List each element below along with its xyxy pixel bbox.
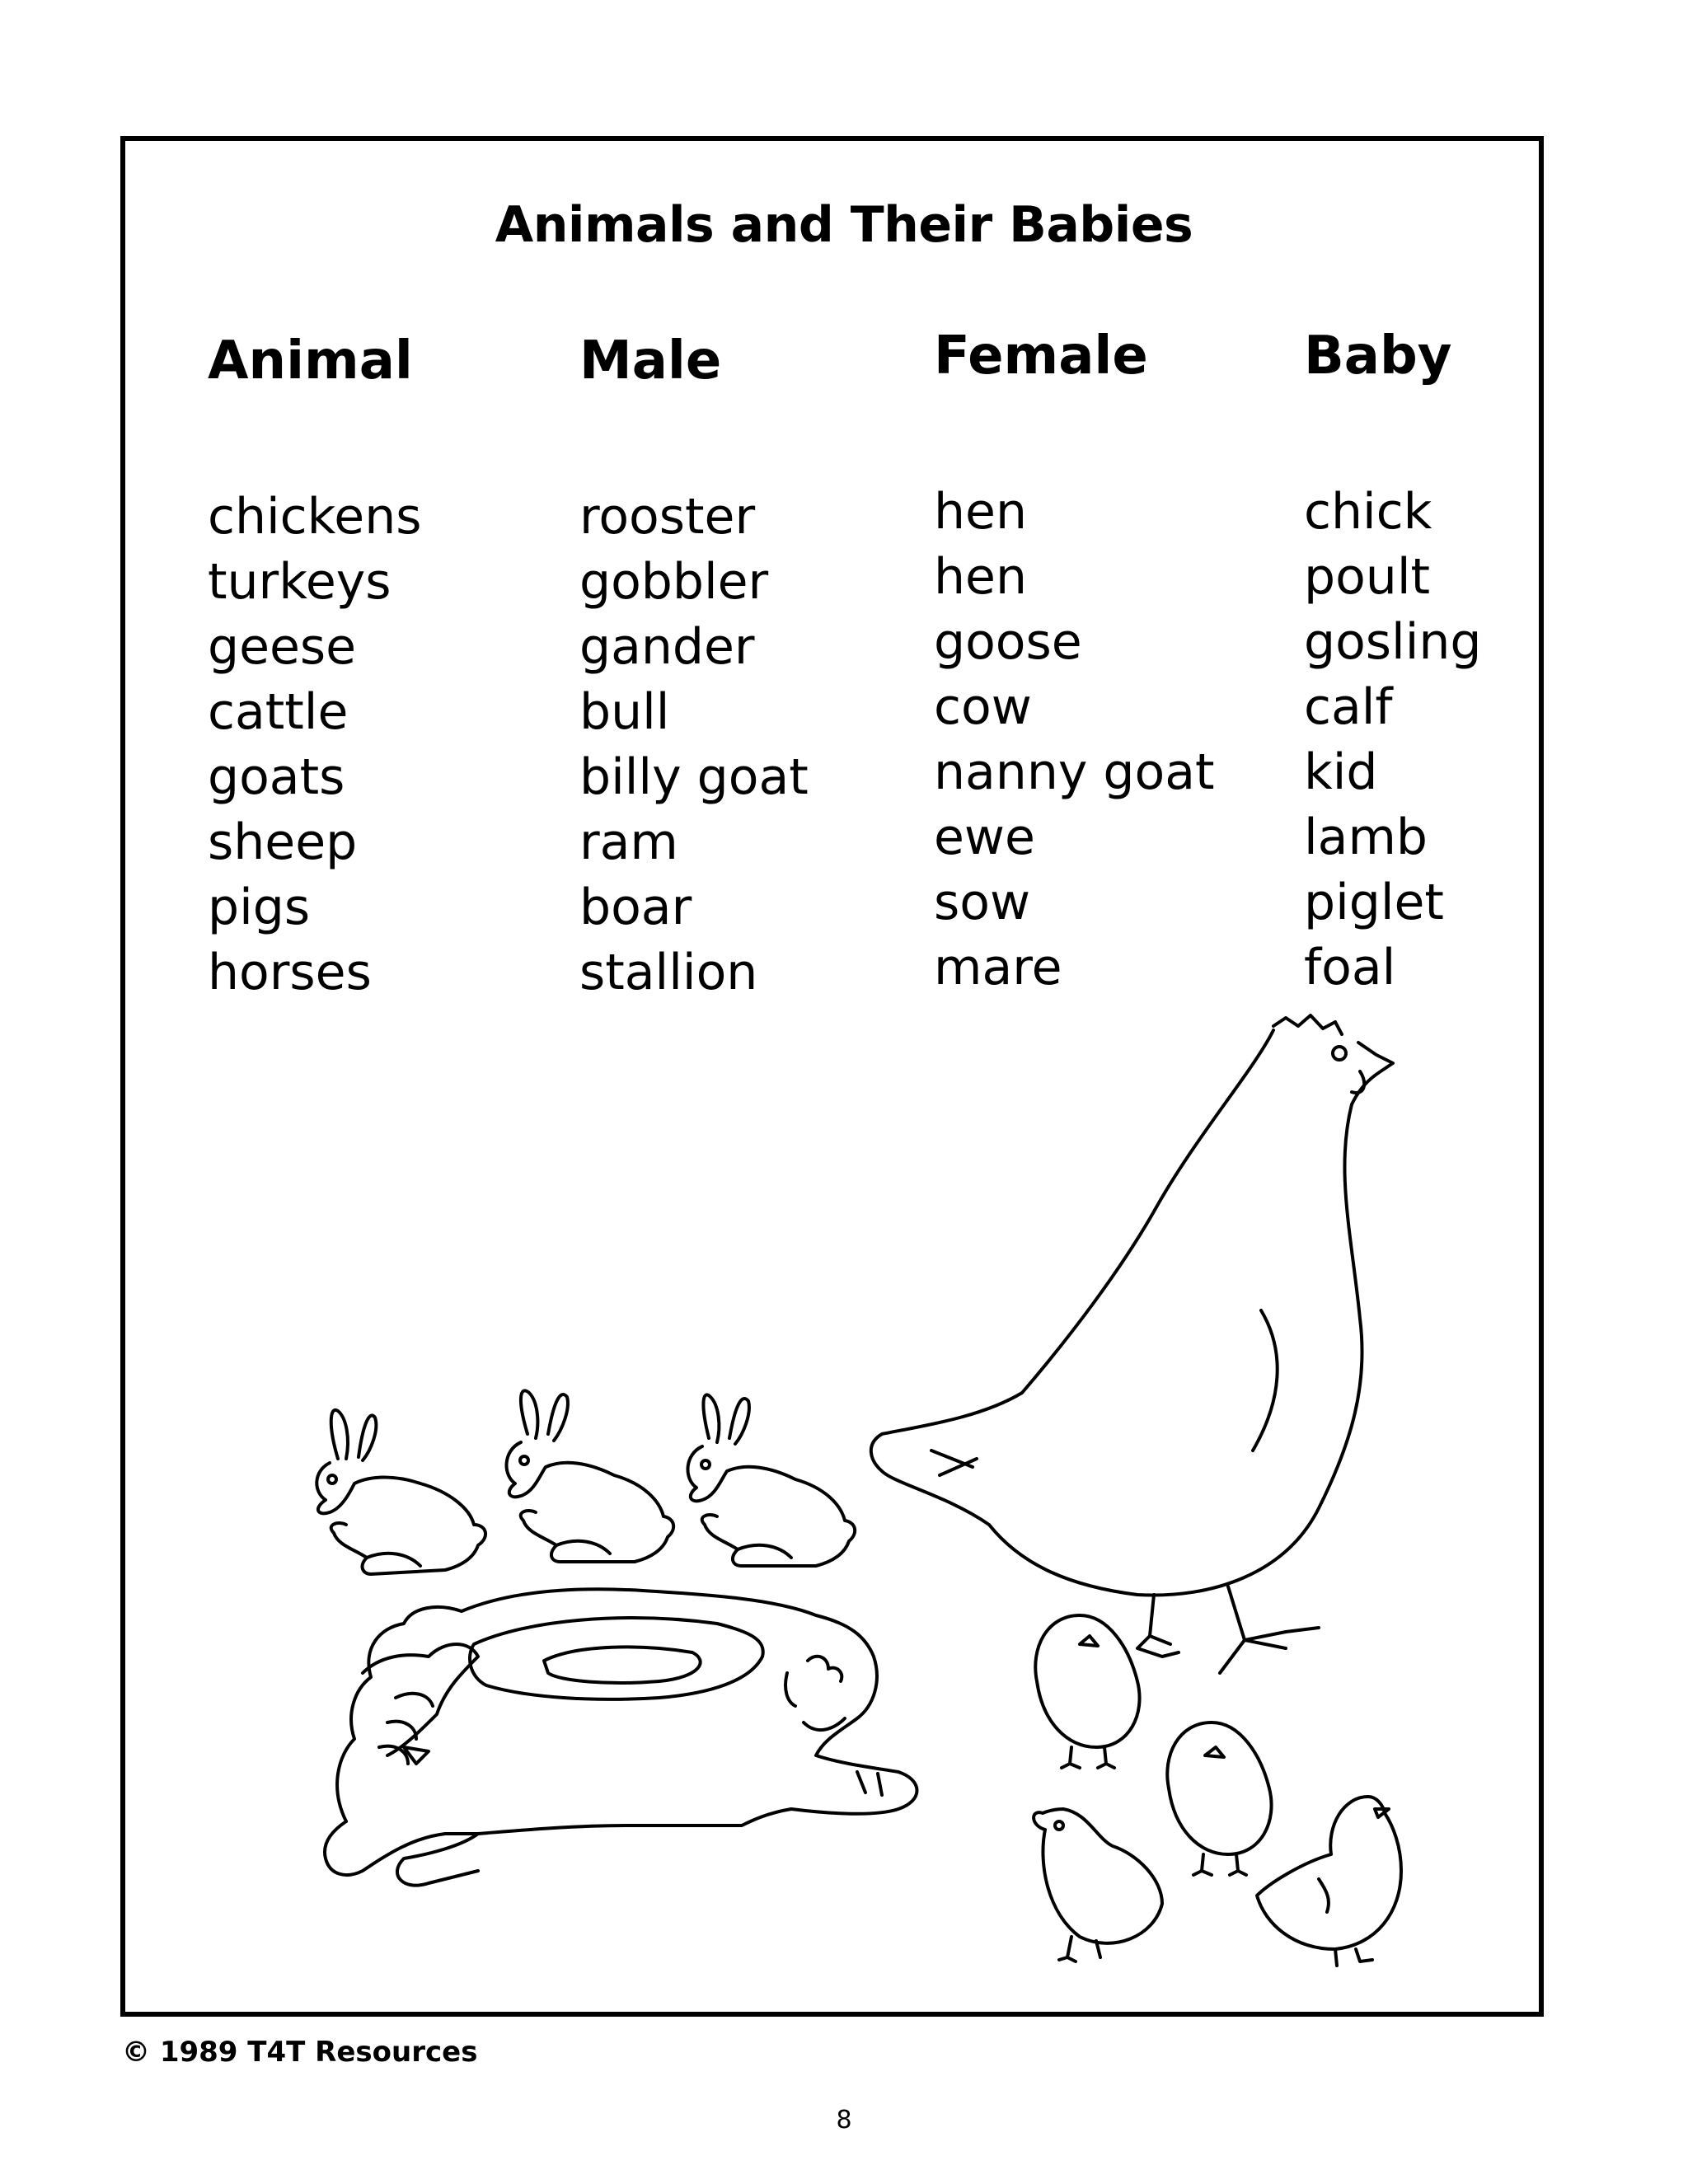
column-header-male: Male <box>579 330 722 391</box>
list-item: geese <box>208 618 357 676</box>
list-item: hen <box>934 483 1027 541</box>
column-header-baby: Baby <box>1304 326 1452 387</box>
list-item: mare <box>934 939 1062 996</box>
list-item: sheep <box>208 813 358 871</box>
page-title: Animals and Their Babies <box>495 196 1193 254</box>
list-item: cow <box>934 678 1032 736</box>
list-item: ram <box>579 813 678 871</box>
list-item: hen <box>934 548 1027 606</box>
list-item: sow <box>934 874 1031 931</box>
copyright-notice: © 1989 T4T Resources <box>122 2036 478 2069</box>
list-item: lamb <box>1304 808 1428 866</box>
bunny-icon <box>316 1410 485 1574</box>
chick-icon <box>1167 1722 1271 1875</box>
list-item: rooster <box>579 488 756 546</box>
chick-icon <box>1034 1809 1162 1961</box>
list-item: horses <box>208 944 372 1001</box>
list-item: foal <box>1304 939 1396 996</box>
page-number: 8 <box>836 2106 852 2135</box>
hen-icon <box>871 1015 1393 1673</box>
list-item: calf <box>1304 678 1393 736</box>
list-item: poult <box>1304 548 1431 606</box>
list-item: billy goat <box>579 748 809 806</box>
list-item: gobbler <box>579 553 769 611</box>
chick-icon <box>1035 1615 1139 1768</box>
chick-icon <box>1257 1797 1401 1966</box>
list-item: ewe <box>934 808 1035 866</box>
list-item: kid <box>1304 743 1378 801</box>
list-item: gosling <box>1304 613 1482 671</box>
column-header-female: Female <box>934 326 1148 387</box>
list-item: goats <box>208 748 345 806</box>
list-item: turkeys <box>208 553 392 611</box>
list-item: bull <box>579 683 670 741</box>
list-item: nanny goat <box>934 743 1215 801</box>
rabbit-icon <box>325 1589 917 1885</box>
list-item: gander <box>579 618 755 676</box>
list-item: goose <box>934 613 1082 671</box>
list-item: chickens <box>208 488 422 546</box>
bunny-icon <box>688 1394 856 1566</box>
bunny-icon <box>507 1390 674 1562</box>
list-item: stallion <box>579 944 758 1001</box>
list-item: pigs <box>208 879 311 936</box>
list-item: cattle <box>208 683 349 741</box>
column-header-animal: Animal <box>208 330 413 391</box>
list-item: chick <box>1304 483 1432 541</box>
list-item: piglet <box>1304 874 1444 931</box>
list-item: boar <box>579 879 692 936</box>
